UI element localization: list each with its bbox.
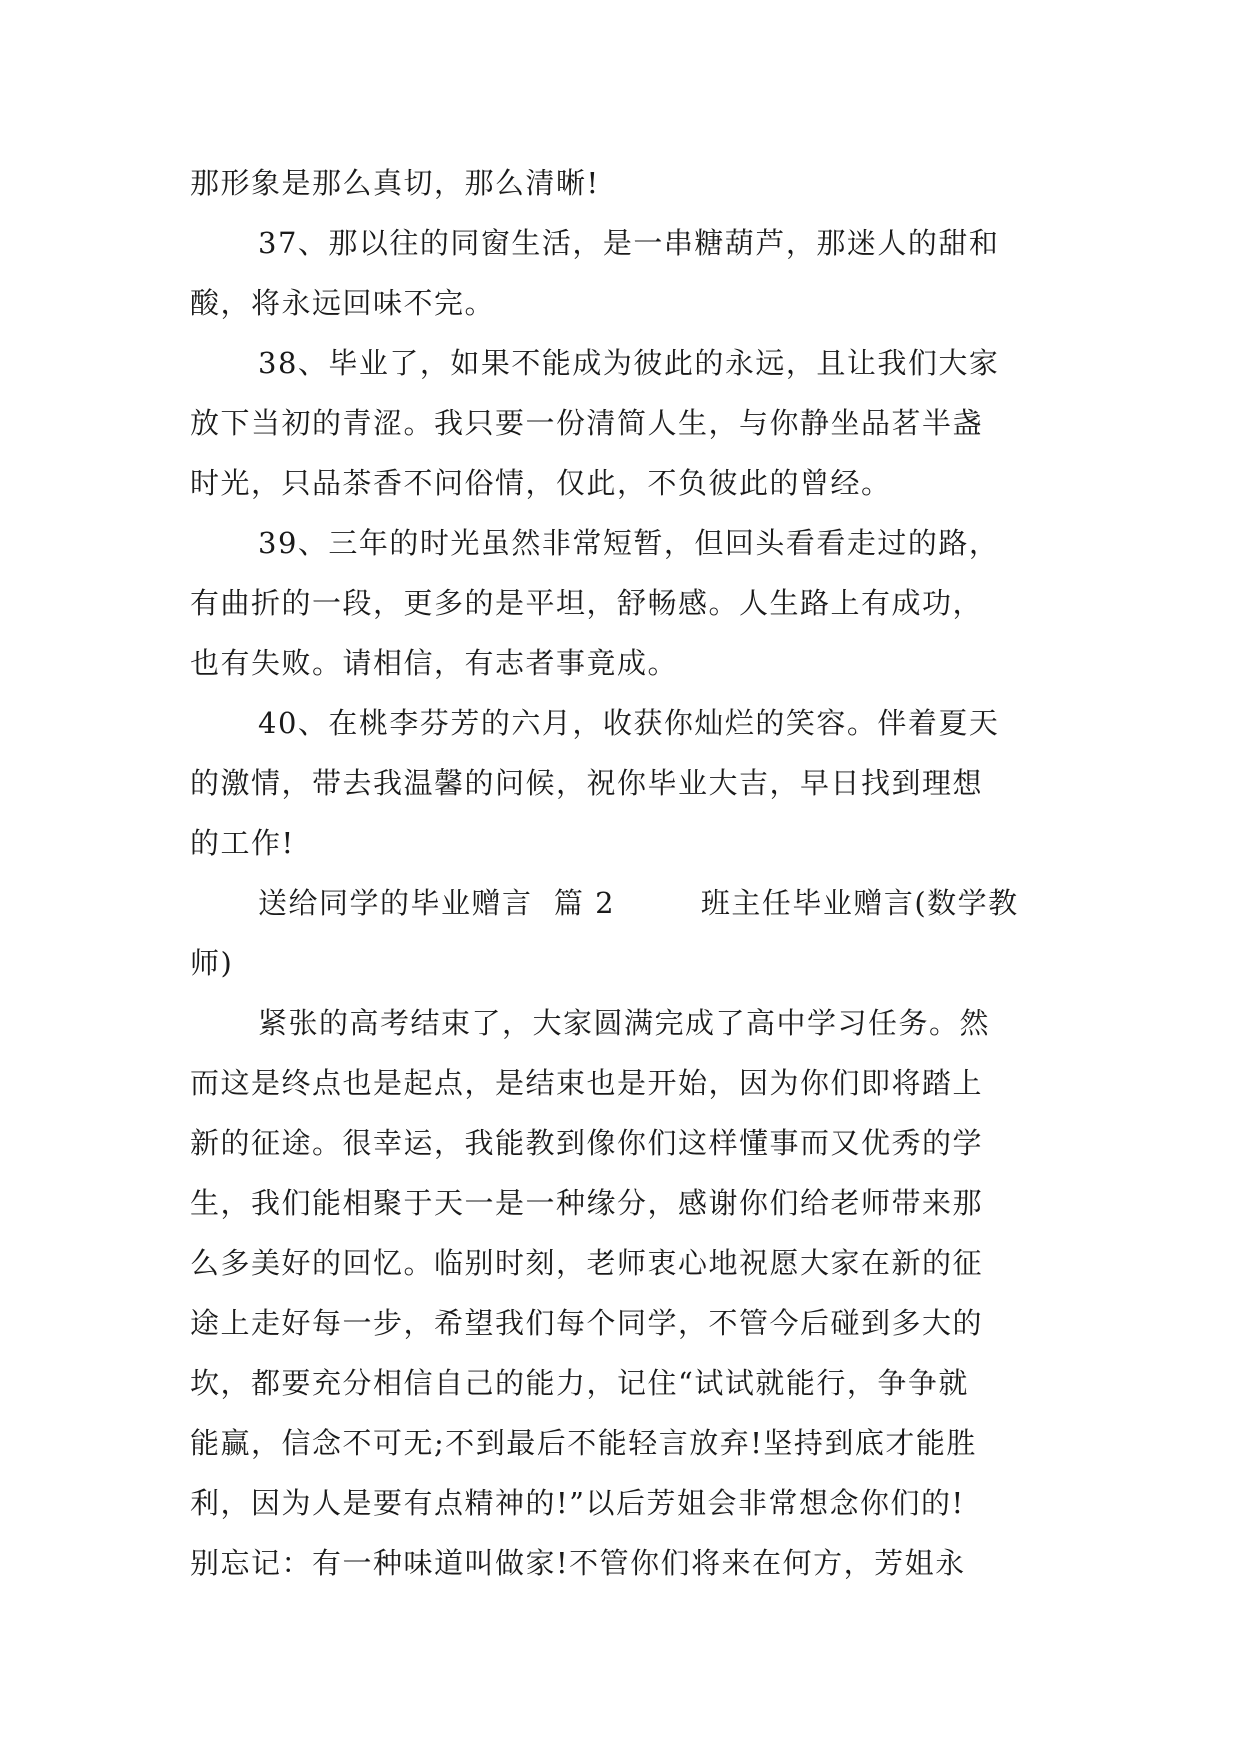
- text-line: 的激情，带去我温馨的问候，祝你毕业大吉，早日找到理想: [190, 766, 984, 800]
- text-line: 38、毕业了，如果不能成为彼此的永远，且让我们大家: [258, 346, 1000, 380]
- text-line: 那形象是那么真切，那么清晰!: [190, 166, 600, 200]
- text-line: 紧张的高考结束了，大家圆满完成了高中学习任务。然: [258, 1006, 991, 1040]
- text-line: 37、那以往的同窗生活，是一串糖葫芦，那迷人的甜和: [258, 226, 1000, 260]
- text-line: 放下当初的青涩。我只要一份清简人生，与你静坐品茗半盏: [190, 406, 984, 440]
- text-line: 39、三年的时光虽然非常短暂，但回头看看走过的路，: [258, 526, 1000, 560]
- text-line: 坎，都要充分相信自己的能力，记住“试试就能行，争争就: [190, 1366, 969, 1400]
- text-line: 有曲折的一段，更多的是平坦，舒畅感。人生路上有成功，: [190, 586, 984, 620]
- text-line: 生，我们能相聚于天一是一种缘分，感谢你们给老师带来那: [190, 1186, 984, 1220]
- text-line: 40、在桃李芬芳的六月，收获你灿烂的笑容。伴着夏天: [258, 706, 1000, 740]
- text-line: 也有失败。请相信，有志者事竟成。: [190, 646, 679, 680]
- text-line: 么多美好的回忆。临别时刻，老师衷心地祝愿大家在新的征: [190, 1246, 984, 1280]
- section-heading: 送给同学的毕业赠言 篇 2 班主任毕业赠言(数学教: [258, 886, 1019, 920]
- text-line: 的工作!: [190, 826, 295, 860]
- text-line: 途上走好每一步，希望我们每个同学，不管今后碰到多大的: [190, 1306, 984, 1340]
- section-heading-continued: 师): [190, 946, 234, 980]
- text-line: 酸，将永远回味不完。: [190, 286, 496, 320]
- text-line: 新的征途。很幸运，我能教到像你们这样懂事而又优秀的学: [190, 1126, 984, 1160]
- text-line: 别忘记：有一种味道叫做家!不管你们将来在何方，芳姐永: [190, 1546, 966, 1580]
- text-line: 利，因为人是要有点精神的!”以后芳姐会非常想念你们的!: [190, 1486, 965, 1520]
- text-line: 时光，只品茶香不问俗情，仅此，不负彼此的曾经。: [190, 466, 892, 500]
- text-line: 而这是终点也是起点，是结束也是开始，因为你们即将踏上: [190, 1066, 984, 1100]
- text-line: 能赢，信念不可无;不到最后不能轻言放弃!坚持到底才能胜: [190, 1426, 977, 1460]
